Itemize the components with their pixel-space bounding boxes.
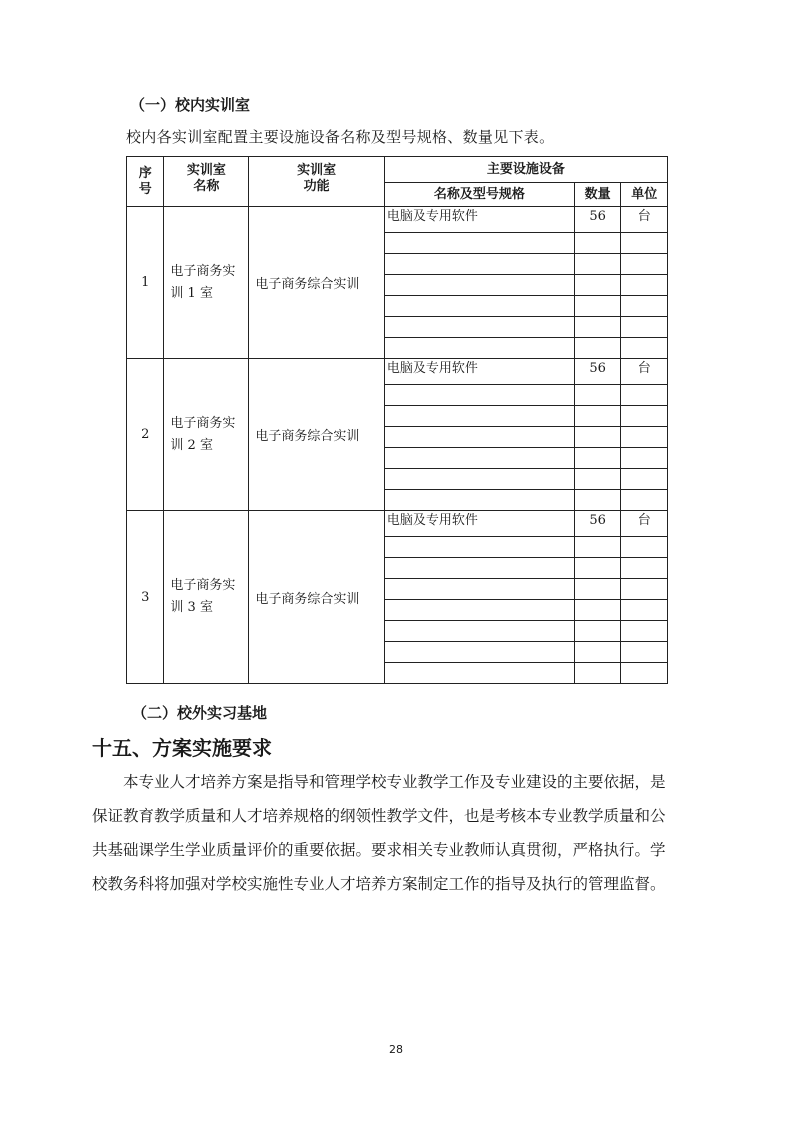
- cell-equip-unit: [621, 490, 668, 511]
- cell-room-function: 电子商务综合实训: [249, 207, 384, 359]
- cell-equip-unit: [621, 621, 668, 642]
- cell-equip-name: [384, 448, 574, 469]
- cell-equip-unit: [621, 338, 668, 359]
- cell-equip-unit: 台: [621, 207, 668, 233]
- cell-equip-unit: [621, 233, 668, 254]
- header-room-function: 实训室 功能: [249, 157, 384, 207]
- table-row: [127, 359, 668, 385]
- cell-equip-qty: [574, 385, 621, 406]
- cell-equip-unit: 台: [621, 359, 668, 385]
- cell-equip-unit: [621, 579, 668, 600]
- cell-equip-name: [384, 338, 574, 359]
- header-equipment: 主要设施设备: [384, 157, 667, 183]
- table-body: [127, 207, 668, 684]
- cell-equip-unit: [621, 663, 668, 684]
- cell-equip-qty: [574, 558, 621, 579]
- cell-equip-qty: [574, 254, 621, 275]
- header-seq: 序 号: [127, 157, 164, 207]
- cell-room-name: 电子商务实训 3 室: [164, 511, 249, 684]
- cell-equip-name: 电脑及专用软件: [384, 207, 574, 233]
- section-heading-campus-labs: （一）校内实训室: [130, 96, 251, 114]
- cell-equip-unit: [621, 317, 668, 338]
- intro-text: 校内各实训室配置主要设施设备名称及型号规格、数量见下表。: [126, 128, 555, 146]
- cell-equip-name: 电脑及专用软件: [384, 359, 574, 385]
- cell-room-name: 电子商务实训 2 室: [164, 359, 249, 511]
- cell-equip-name: [384, 296, 574, 317]
- cell-equip-qty: [574, 579, 621, 600]
- header-equip-unit: 单位: [621, 183, 668, 207]
- section-heading-offcampus: （二）校外实习基地: [132, 704, 268, 722]
- cell-equip-name: 电脑及专用软件: [384, 511, 574, 537]
- cell-equip-qty: [574, 490, 621, 511]
- cell-equip-unit: [621, 385, 668, 406]
- cell-equip-qty: 56: [574, 359, 621, 385]
- cell-equip-name: [384, 663, 574, 684]
- cell-equip-name: [384, 642, 574, 663]
- cell-room-function: 电子商务综合实训: [249, 511, 384, 684]
- paragraph: [92, 765, 692, 901]
- cell-equip-unit: [621, 254, 668, 275]
- cell-equip-name: [384, 427, 574, 448]
- paragraph-line: 校教务科将加强对学校实施性专业人才培养方案制定工作的指导及执行的管理监督。: [92, 875, 666, 893]
- cell-equip-qty: [574, 663, 621, 684]
- cell-equip-qty: [574, 537, 621, 558]
- cell-equip-qty: 56: [574, 207, 621, 233]
- cell-equip-qty: [574, 621, 621, 642]
- cell-equip-name: [384, 317, 574, 338]
- cell-equip-qty: [574, 338, 621, 359]
- cell-equip-qty: [574, 296, 621, 317]
- paragraph-line: 本专业人才培养方案是指导和管理学校专业教学工作及专业建设的主要依据，是: [123, 773, 666, 791]
- cell-equip-unit: [621, 448, 668, 469]
- cell-equip-name: [384, 579, 574, 600]
- cell-equip-name: [384, 406, 574, 427]
- cell-equip-unit: 台: [621, 511, 668, 537]
- cell-equip-unit: [621, 537, 668, 558]
- cell-equip-name: [384, 275, 574, 296]
- cell-equip-name: [384, 254, 574, 275]
- cell-equip-qty: [574, 233, 621, 254]
- header-equip-name: 名称及型号规格: [384, 183, 574, 207]
- section-heading-implementation: 十五、方案实施要求: [92, 736, 272, 760]
- cell-seq: 1: [127, 207, 164, 359]
- cell-equip-unit: [621, 642, 668, 663]
- header-room-name: 实训室 名称: [164, 157, 249, 207]
- cell-equip-qty: [574, 406, 621, 427]
- cell-equip-unit: [621, 406, 668, 427]
- page-number: 28: [389, 1043, 403, 1056]
- cell-equip-name: [384, 621, 574, 642]
- cell-equip-name: [384, 233, 574, 254]
- cell-equip-unit: [621, 275, 668, 296]
- cell-equip-name: [384, 385, 574, 406]
- cell-equip-qty: [574, 275, 621, 296]
- equipment-table: [126, 156, 668, 684]
- table-header-row: [127, 157, 668, 183]
- cell-equip-unit: [621, 558, 668, 579]
- cell-equip-unit: [621, 427, 668, 448]
- cell-equip-name: [384, 469, 574, 490]
- cell-equip-qty: [574, 642, 621, 663]
- cell-equip-name: [384, 537, 574, 558]
- cell-equip-unit: [621, 469, 668, 490]
- cell-equip-unit: [621, 296, 668, 317]
- cell-equip-name: [384, 600, 574, 621]
- paragraph-line: 共基础课学生学业质量评价的重要依据。要求相关专业教师认真贯彻，严格执行。学: [92, 841, 666, 859]
- cell-seq: 2: [127, 359, 164, 511]
- header-equip-qty: 数量: [574, 183, 621, 207]
- cell-equip-qty: 56: [574, 511, 621, 537]
- cell-seq: 3: [127, 511, 164, 684]
- cell-equip-name: [384, 490, 574, 511]
- table-row: [127, 207, 668, 233]
- cell-room-name: 电子商务实训 1 室: [164, 207, 249, 359]
- cell-room-function: 电子商务综合实训: [249, 359, 384, 511]
- cell-equip-qty: [574, 317, 621, 338]
- cell-equip-qty: [574, 427, 621, 448]
- table-row: [127, 511, 668, 537]
- cell-equip-qty: [574, 448, 621, 469]
- paragraph-line: 保证教育教学质量和人才培养规格的纲领性教学文件，也是考核本专业教学质量和公: [92, 807, 666, 825]
- cell-equip-name: [384, 558, 574, 579]
- cell-equip-qty: [574, 469, 621, 490]
- cell-equip-unit: [621, 600, 668, 621]
- cell-equip-qty: [574, 600, 621, 621]
